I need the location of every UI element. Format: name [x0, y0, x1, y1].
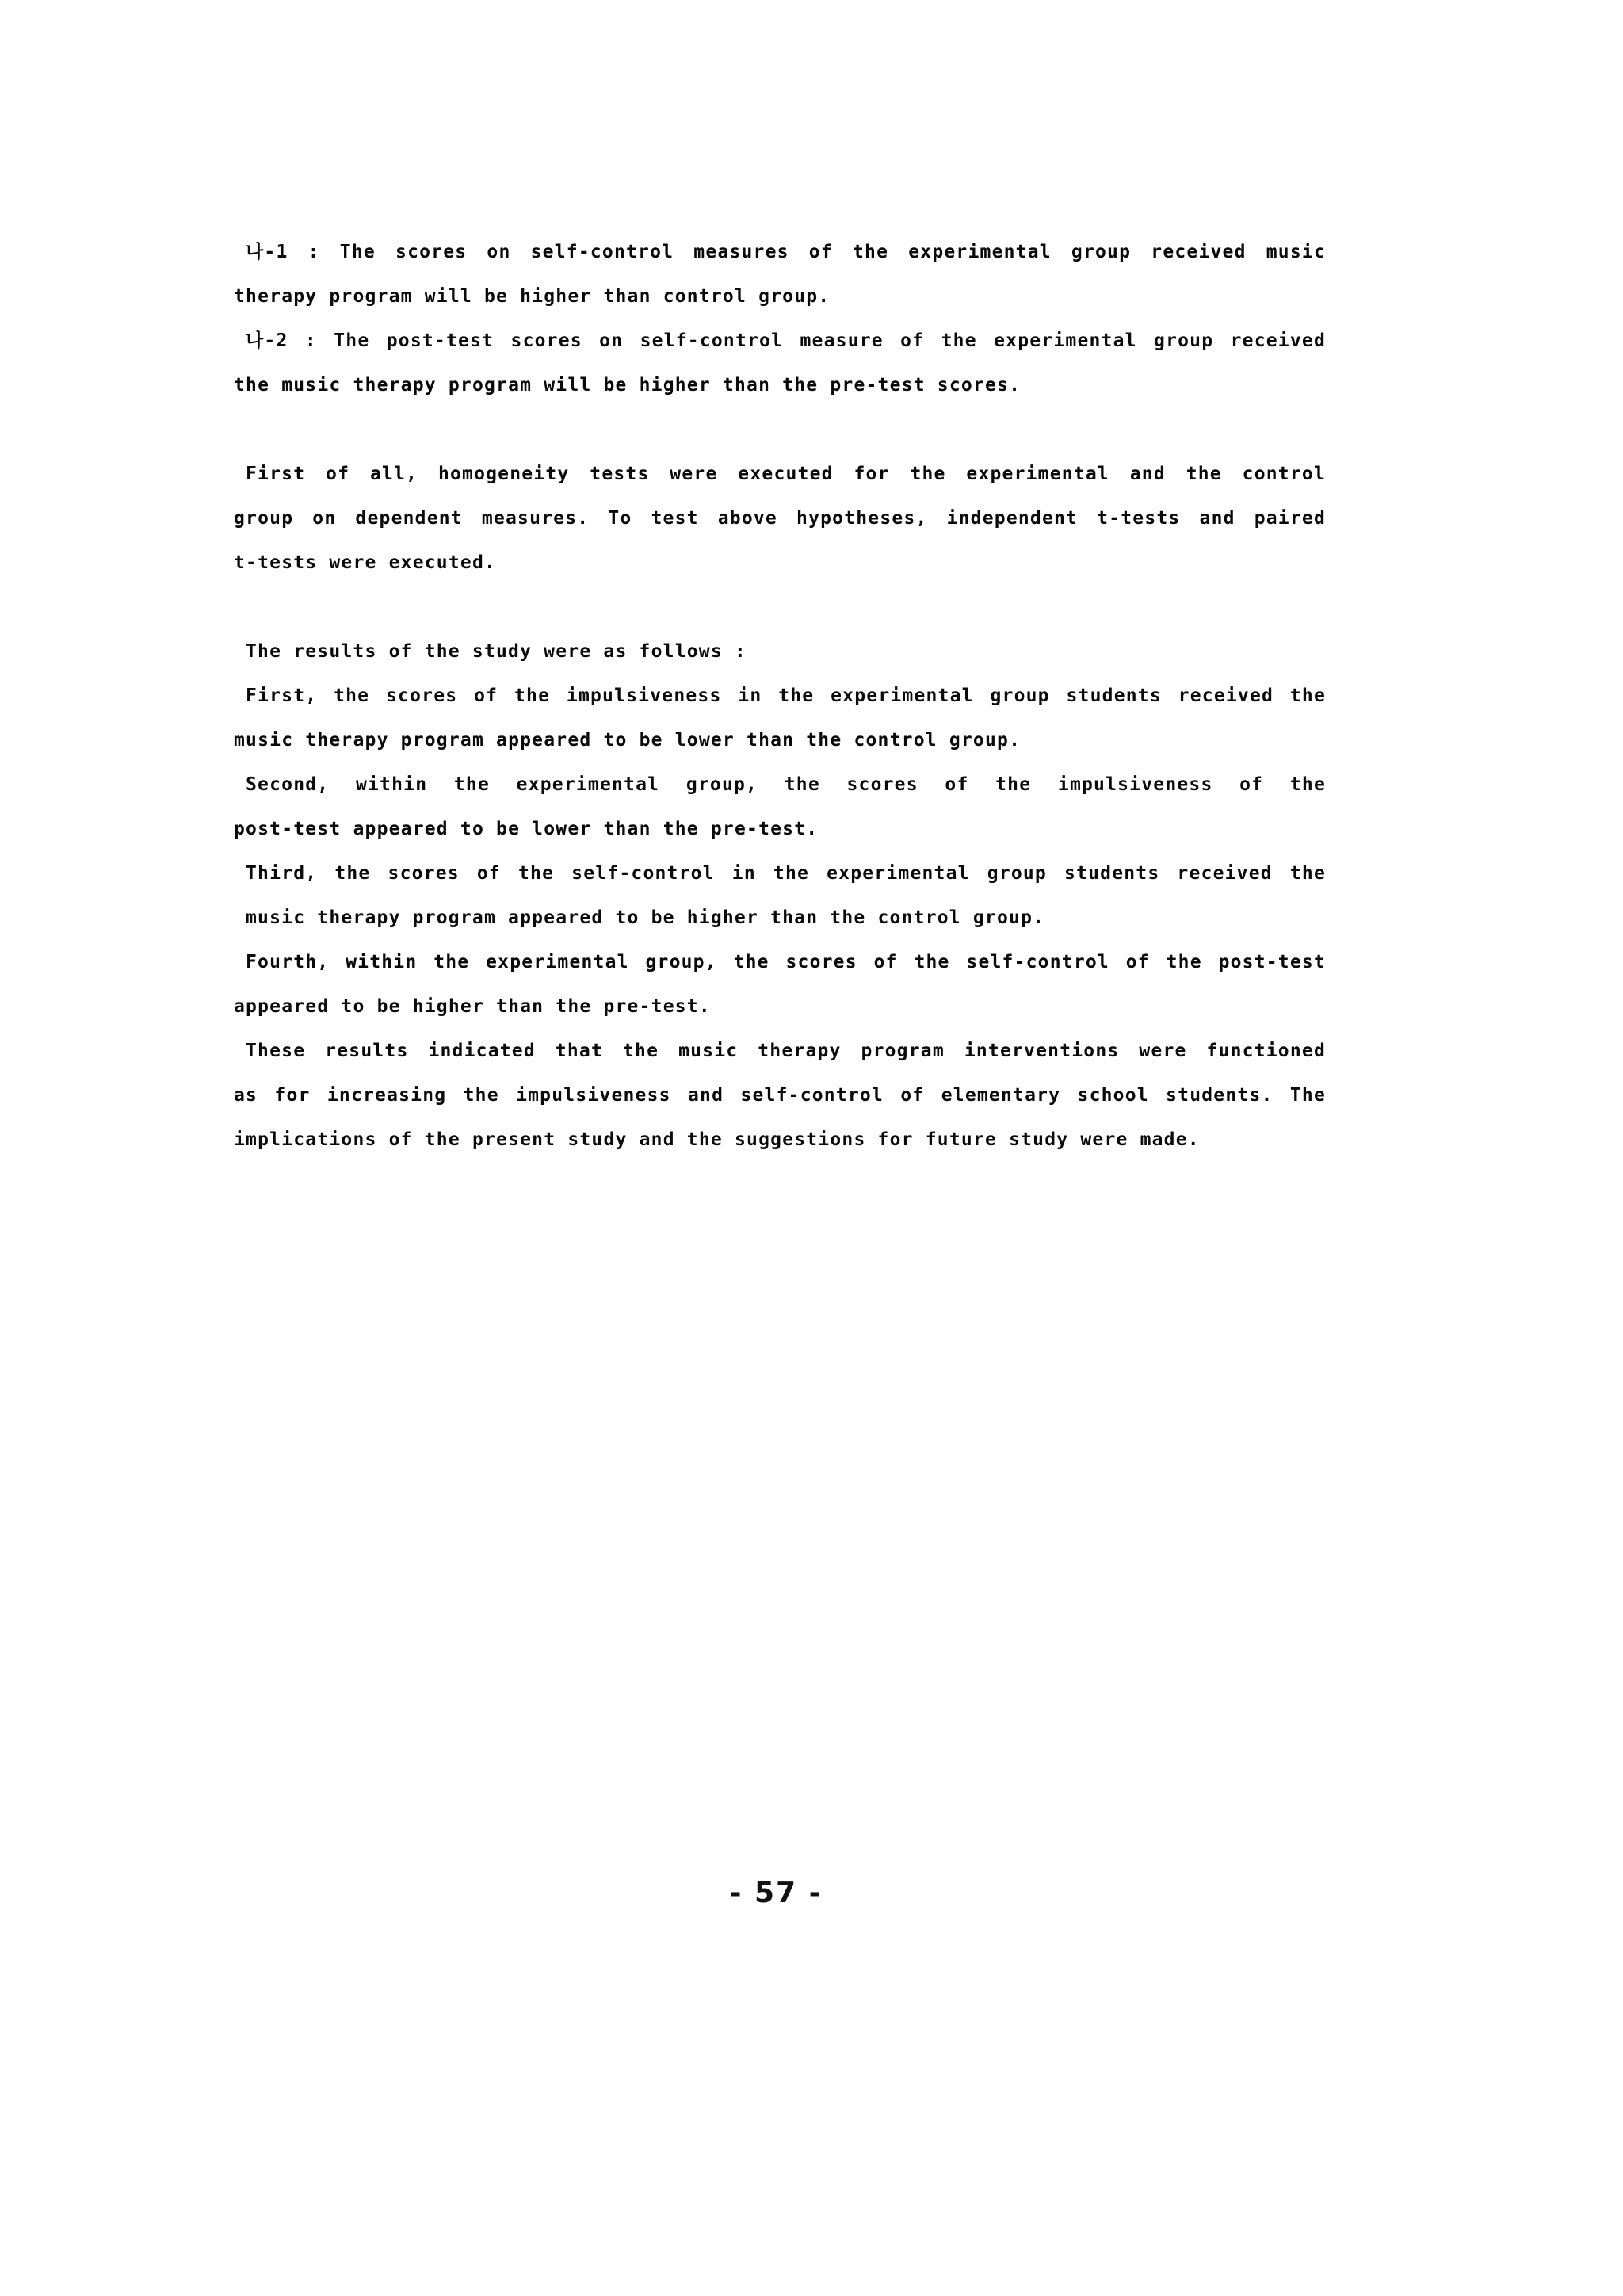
hypothesis-2-line-1: 나-2 : The post-test scores on self-control measure of the experimental group received [246, 330, 1326, 351]
conclusion-line-1: These results indicated that the music therapy program interventions were functioned [246, 1041, 1326, 1061]
method-line-1: First of all, homogeneity tests were executed for the experimental and the control [246, 464, 1326, 484]
result-third-line-1: Third, the scores of the self-control in the experimental group students received the [246, 863, 1326, 884]
result-fourth-line-1: Fourth, within the experimental group, the scores of the self-control of the post-test [246, 952, 1326, 972]
result-first-line-2: music therapy program appeared to be lower than the control group. [234, 730, 1022, 751]
hypothesis-2-line-2: the music therapy program will be higher than the pre-test scores. [234, 375, 1022, 395]
hypothesis-1-line-2: therapy program will be higher than control group. [234, 286, 831, 307]
paragraph-gap [234, 407, 1326, 452]
hypothesis-1-line-1: 나-1 : The scores on self-control measures of the experimental group received music [246, 242, 1326, 262]
method-line-3: t-tests were executed. [234, 552, 497, 573]
page-number: - 57 - [729, 1877, 823, 1909]
result-fourth-line-2: appeared to be higher than the pre-test. [234, 996, 711, 1017]
result-second-line-2: post-test appeared to be lower than the pre-test. [234, 819, 819, 839]
result-first-line-1: First, the scores of the impulsiveness in the experimental group students received the [246, 686, 1326, 706]
abstract-text [234, 230, 1326, 1162]
results-intro: The results of the study were as follows : [246, 641, 747, 662]
conclusion-line-2: as for increasing the impulsiveness and self-control of elementary school students. The [234, 1085, 1326, 1106]
method-line-2: group on dependent measures. To test above hypotheses, independent t-tests and paired [234, 508, 1326, 529]
result-second-line-1: Second, within the experimental group, the scores of the impulsiveness of the [246, 774, 1326, 795]
conclusion-line-3: implications of the present study and the suggestions for future study were made. [234, 1129, 1200, 1150]
result-third-line-2: music therapy program appeared to be higher than the control group. [246, 907, 1045, 928]
paragraph-gap [234, 585, 1326, 629]
